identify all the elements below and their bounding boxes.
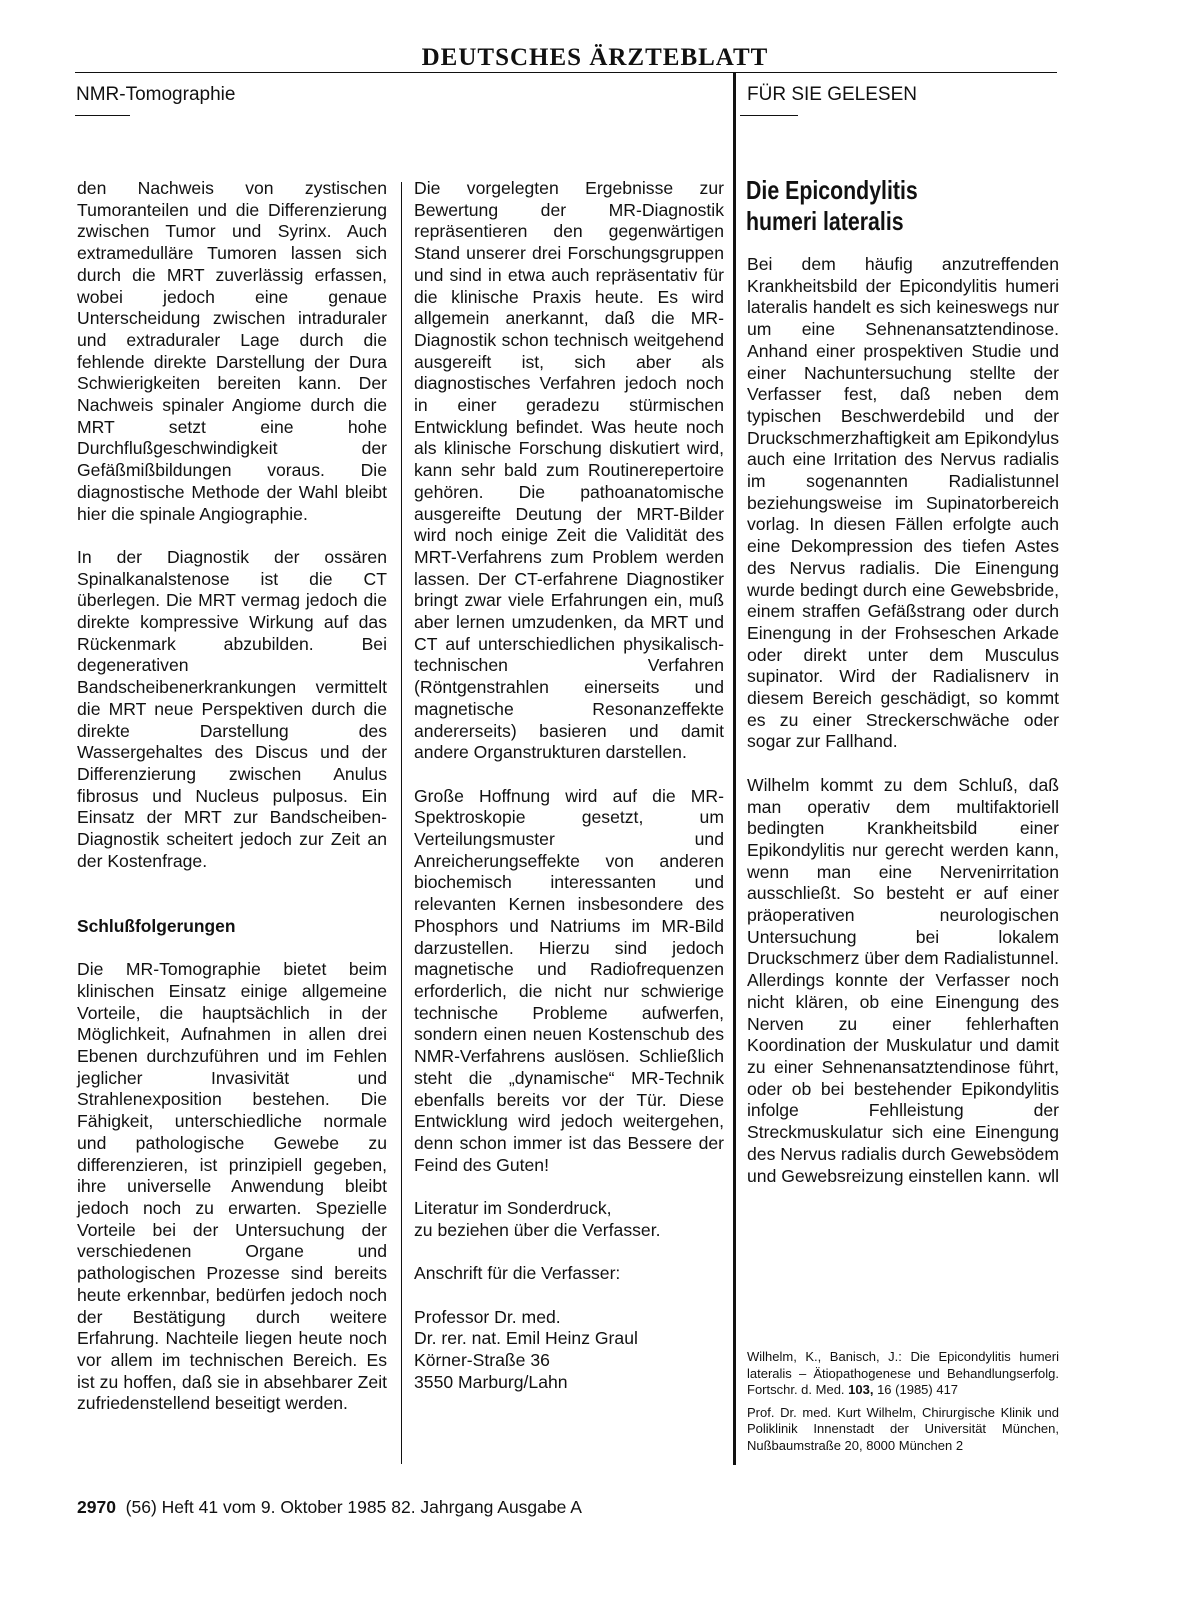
page-footer <box>77 1497 582 1518</box>
masthead-rule <box>75 72 1057 73</box>
section-underline-right <box>740 115 798 116</box>
address-label: Anschrift für die Verfasser: <box>414 1263 621 1284</box>
column-2 <box>414 178 724 1393</box>
col3-paragraph-2 <box>747 775 1059 1187</box>
article-title-line-2: humeri lateralis <box>746 206 904 236</box>
col3-paragraph-2-text: Wilhelm kommt zu dem Schluß, daß man operativ dem multifaktoriell bedingten Krankheitsbild einer Epikondylitis nur gerecht werden kann, wenn man eine Nervenirritation ausschließt. So besteht er auf einer präoperativen neurologischen Untersuchung bei lokalem Druckschmerz über dem Radialistunnel. Allerdings konnte der Verfasser noch nicht klären, ob eine Einengung des Nerven zu einer fehlerhaften Koordination der Muskulatur und damit zu einer Sehnenansatztendinose führt, oder ob bei bestehender Epikondylitis infolge Fehlleistung der Streckmuskulatur sich eine Einengung des Nervus radialis durch Gewebsödem und Gewebsreizung einstellen kann. <box>747 774 1059 1186</box>
col1-paragraph-1: den Nachweis von zystischen Tumoranteilen und die Differenzierung zwischen Tumor und Syrinx. Auch extramedulläre Tumoren lassen sich durch die MRT zuverlässig erfassen, wobei jedoch eine genaue Unterscheidung zwischen intraduraler und extraduraler Lage durch die fehlende direkte Darstellung der Dura Schwierigkeiten bereiten kann. Der Nachweis spinaler Angiome durch die MRT setzt eine hohe Durchflußgeschwindigkeit der Gefäßmißbildungen voraus. Die diagnostische Methode der Wahl bleibt hier die spinale Angiographie. <box>77 178 387 524</box>
address-line-3: Körner-Straße 36 <box>414 1349 550 1370</box>
section-underline-left <box>75 115 130 116</box>
column-divider-2 <box>733 73 736 1465</box>
masthead: DEUTSCHES ÄRZTEBLATT <box>421 44 769 71</box>
col2-paragraph-2: Große Hoffnung wird auf die MR-Spektroskopie gesetzt, um Verteilungsmuster und Anreicherungseffekte von anderen biochemisch interessanten und relevanten Kernen insbesondere des Phosphors und Natriums im MR-Bild darzustellen. Hierzu sind jedoch magnetische und Radiofrequenzen erforderlich, die nicht nur schwierige technische Probleme aufwerfen, sondern einen neuen Kostenschub des NMR-Verfahrens auslösen. Schließlich steht die „dynamische“ MR-Technik ebenfalls bereits vor der Tür. Diese Entwicklung wird jedoch weitergehen, denn schon immer ist das Bessere der Feind des Guten! <box>414 785 724 1175</box>
reference-address: Prof. Dr. med. Kurt Wilhelm, Chirurgische Klinik und Poliklinik Innenstadt der Universität München, Nußbaumstraße 20, 8000 München 2 <box>747 1404 1059 1453</box>
col2-paragraph-1: Die vorgelegten Ergebnisse zur Bewertung der MR-Diagnostik repräsentieren den gegenwärtigen Stand unserer drei Forschungsgruppen und sind in etwa auch repräsentativ für die klinische Praxis heute. Es wird allgemein anerkannt, daß die MR-Diagnostik schon technisch weitgehend ausgereift ist, sich aber als diagnostisches Verfahren jedoch noch in einer geradezu stürmischen Entwicklung befindet. Was heute noch als klinische Forschung diskutiert wird, kann sehr bald zum Routinerepertoire gehören. Die pathoanatomische ausgereifte Deutung der MRT-Bilder wird noch einige Zeit die Validität des MRT-Verfahrens zum Problem werden lassen. Der CT-erfahrene Diagnostiker bringt zwar viele Erfahrungen ein, muß aber lernen umzudenken, da MRT und CT auf unterschiedlichen physikalisch-technischen Verfahren (Röntgenstrahlen einerseits und magnetische Resonanzeffekte andererseits) basieren und damit andere Organstrukturen darstellen. <box>414 178 724 763</box>
reference-citation: Wilhelm, K., Banisch, J.: Die Epicondylitis humeri lateralis – Ätiopathogenese und Behandlungserfolg. Fortschr. d. Med. 103, 16 (1985) 417 <box>747 1349 1059 1397</box>
col1-paragraph-2: In der Diagnostik der ossären Spinalkanalstenose ist die CT überlegen. Die MRT vermag jedoch die direkte kompressive Wirkung auf das Rückenmark abzubilden. Bei degenerativen Bandscheibenerkrankungen vermittelt die MRT neue Perspektiven durch die direkte Darstellung des Wassergehaltes des Discus und der Differenzierung zwischen Anulus fibrosus und Nucleus pulposus. Ein Einsatz der MRT zur Bandscheiben-Diagnostik scheitert jedoch zur Zeit an der Kostenfrage. <box>77 546 387 871</box>
section-label-left: NMR-Tomographie <box>76 84 236 105</box>
issue-info: (56) Heft 41 vom 9. Oktober 1985 82. Jahrgang Ausgabe A <box>125 1497 582 1517</box>
article-title-line-1: Die Epicondylitis <box>746 175 918 205</box>
section-label-right: FÜR SIE GELESEN <box>747 84 917 105</box>
address-line-2: Dr. rer. nat. Emil Heinz Graul <box>414 1328 638 1349</box>
address-line-1: Professor Dr. med. <box>414 1306 561 1327</box>
col3-paragraph-1: Bei dem häufig anzutreffenden Krankheitsbild der Epicondylitis humeri lateralis handelt es sich keineswegs nur um eine Sehnenansatztendinose. Anhand einer prospektiven Studie und einer Nachuntersuchung stellte der Verfasser fest, daß neben dem typischen Beschwerdebild und der Druckschmerzhaftigkeit am Epikondylus auch eine Irritation des Nervus radialis im sogenannten Radialistunnel beziehungsweise im Supinatorbereich vorlag. In diesen Fällen erfolgte auch eine Dekompression des tiefen Astes des Nervus radialis. Die Einengung wurde bedingt durch eine Gewebsbride, einem straffen Gefäßstrang oder durch Einengung in der Frohseschen Arkade oder direkt unter dem Musculus supinator. Wird der Radialisnerv in diesem Bereich geschädigt, so kommt es zu einer Streckerschwäche oder sogar zur Fallhand. <box>747 254 1059 752</box>
column-divider-1 <box>401 182 402 1464</box>
col1-paragraph-3: Die MR-Tomographie bietet beim klinischen Einsatz einige allgemeine Vorteile, die hauptsächlich in der Möglichkeit, Aufnahmen in allen drei Ebenen durchzuführen und im Fehlen jeglicher Invasivität und Strahlenexposition bestehen. Die Fähigkeit, unterschiedliche normale und pathologische Gewebe zu differenzieren, ist prinzipiell gegeben, ihre universelle Anwendung bleibt jedoch noch zu erwarten. Spezielle Vorteile bei der Untersuchung der verschiedenen Organe und pathologischen Prozesse sind bereits heute erkennbar, bedürfen jedoch noch der Bestätigung durch weitere Erfahrung. Nachteile liegen heute noch vor allem im technischen Bereich. Es ist zu hoffen, daß sie in absehbarer Zeit zufriedenstellend beseitigt werden. <box>77 959 387 1414</box>
reference-block <box>747 1349 1059 1454</box>
address-line-4: 3550 Marburg/Lahn <box>414 1371 568 1392</box>
column-3 <box>747 254 1059 1187</box>
section-heading-schlussfolgerungen: Schlußfolgerungen <box>77 915 236 936</box>
page-number: 2970 <box>77 1497 116 1517</box>
literature-note-line-2: zu beziehen über die Verfasser. <box>414 1219 661 1240</box>
author-signature: wll <box>1038 1165 1059 1186</box>
literature-note-line-1: Literatur im Sonderdruck, <box>414 1198 612 1219</box>
article-title <box>746 175 918 237</box>
column-1 <box>77 178 387 1415</box>
